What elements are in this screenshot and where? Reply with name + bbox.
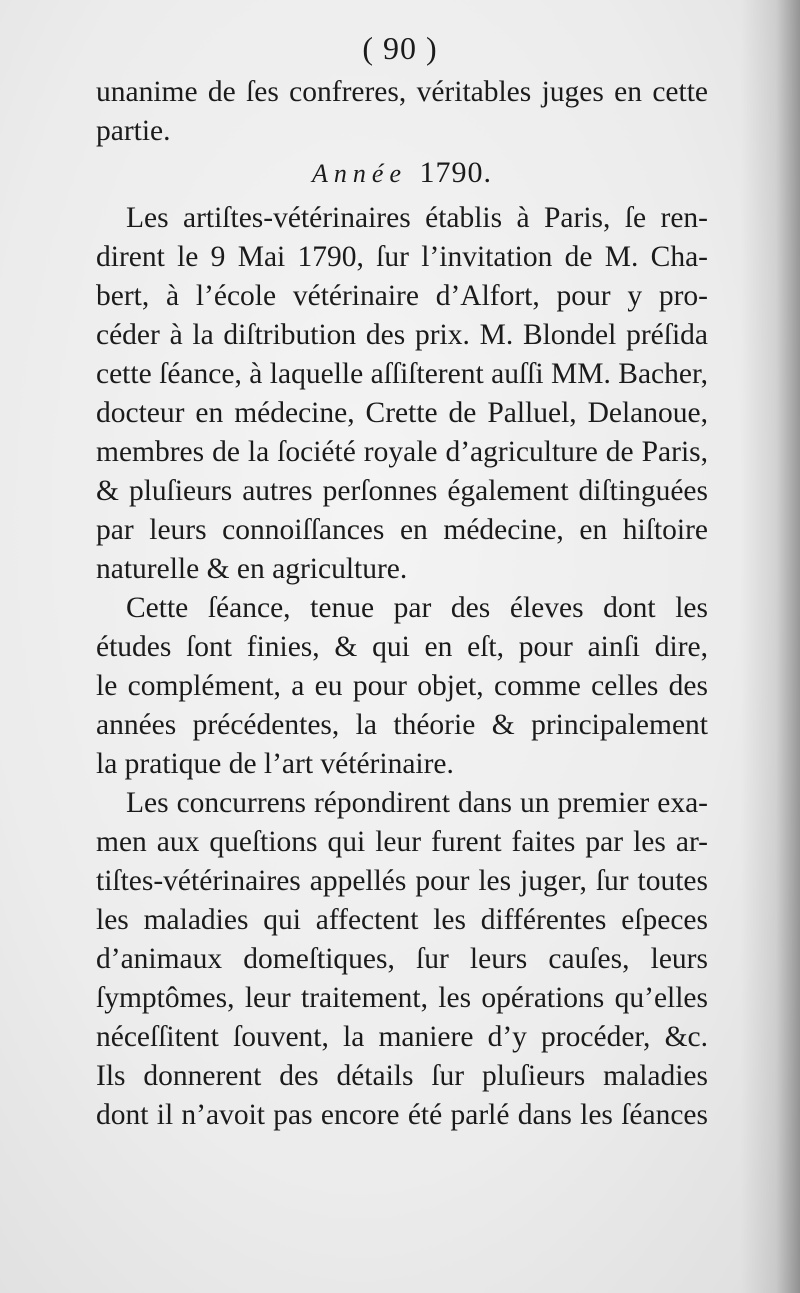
- heading-label: Année: [312, 159, 407, 188]
- paragraph-2: [96, 589, 708, 784]
- text-line: Cette ſéance, tenue par des éleves dont les: [126, 592, 708, 624]
- text-line: partie.: [96, 115, 171, 147]
- page-number: ( 90 ): [362, 30, 438, 66]
- text-line: céder à la diſtribution des prix. M. Blondel préſida: [96, 319, 708, 351]
- text-line: par leurs connoiſſances en médecine, en hiſtoire: [96, 514, 708, 546]
- page-edge-shadow: [740, 0, 800, 1293]
- text-line: unanime de ſes confreres, véritables juges en cette: [96, 76, 708, 108]
- text-line: tiſtes-vétérinaires appellés pour les juger, ſur toutes: [96, 865, 708, 897]
- text-line: Les artiſtes-vétérinaires établis à Paris, ſe ren-: [126, 202, 708, 234]
- paragraph-1: [96, 199, 708, 589]
- text-line: bert, à l’école vétérinaire d’Alfort, pour y pro-: [96, 280, 708, 312]
- text-line: les maladies qui affectent les différentes eſpeces: [96, 904, 708, 936]
- text-line: cette ſéance, à laquelle aſſiſterent auſſi MM. Bacher,: [96, 358, 708, 390]
- text-line: docteur en médecine, Crette de Palluel, Delanoue,: [96, 397, 708, 429]
- text-line: Les concurrens répondirent dans un premier exa-: [126, 787, 708, 819]
- text-line: ſymptômes, leur traitement, les opérations qu’elles: [96, 982, 708, 1014]
- text-line: membres de la ſociété royale d’agriculture de Paris,: [96, 436, 708, 468]
- text-line: le complément, a eu pour objet, comme celles des: [96, 670, 708, 702]
- text-line: & pluſieurs autres perſonnes également diſtinguées: [96, 475, 708, 507]
- paragraph-3: [96, 784, 708, 1135]
- section-heading: [96, 153, 708, 193]
- text-line: études ſont finies, & qui en eſt, pour ainſi dire,: [96, 631, 708, 663]
- text-line: naturelle & en agriculture.: [96, 553, 408, 585]
- text-line: Ils donnerent des détails ſur pluſieurs maladies: [96, 1060, 708, 1092]
- text-line: dirent le 9 Mai 1790, ſur l’invitation de M. Cha-: [96, 241, 708, 273]
- text-line: men aux queſtions qui leur furent faites par les ar-: [96, 826, 708, 858]
- text-line: la pratique de l’art vétérinaire.: [96, 748, 454, 780]
- page-text: [96, 73, 708, 1135]
- text-line: dont il n’avoit pas encore été parlé dans les ſéances: [96, 1099, 708, 1131]
- text-line: années précédentes, la théorie & principalement: [96, 709, 708, 741]
- text-line: d’animaux domeſtiques, ſur leurs cauſes, leurs: [96, 943, 708, 975]
- text-line: néceſſitent ſouvent, la maniere d’y procéder, &c.: [96, 1021, 708, 1053]
- heading-year: 1790.: [419, 156, 492, 189]
